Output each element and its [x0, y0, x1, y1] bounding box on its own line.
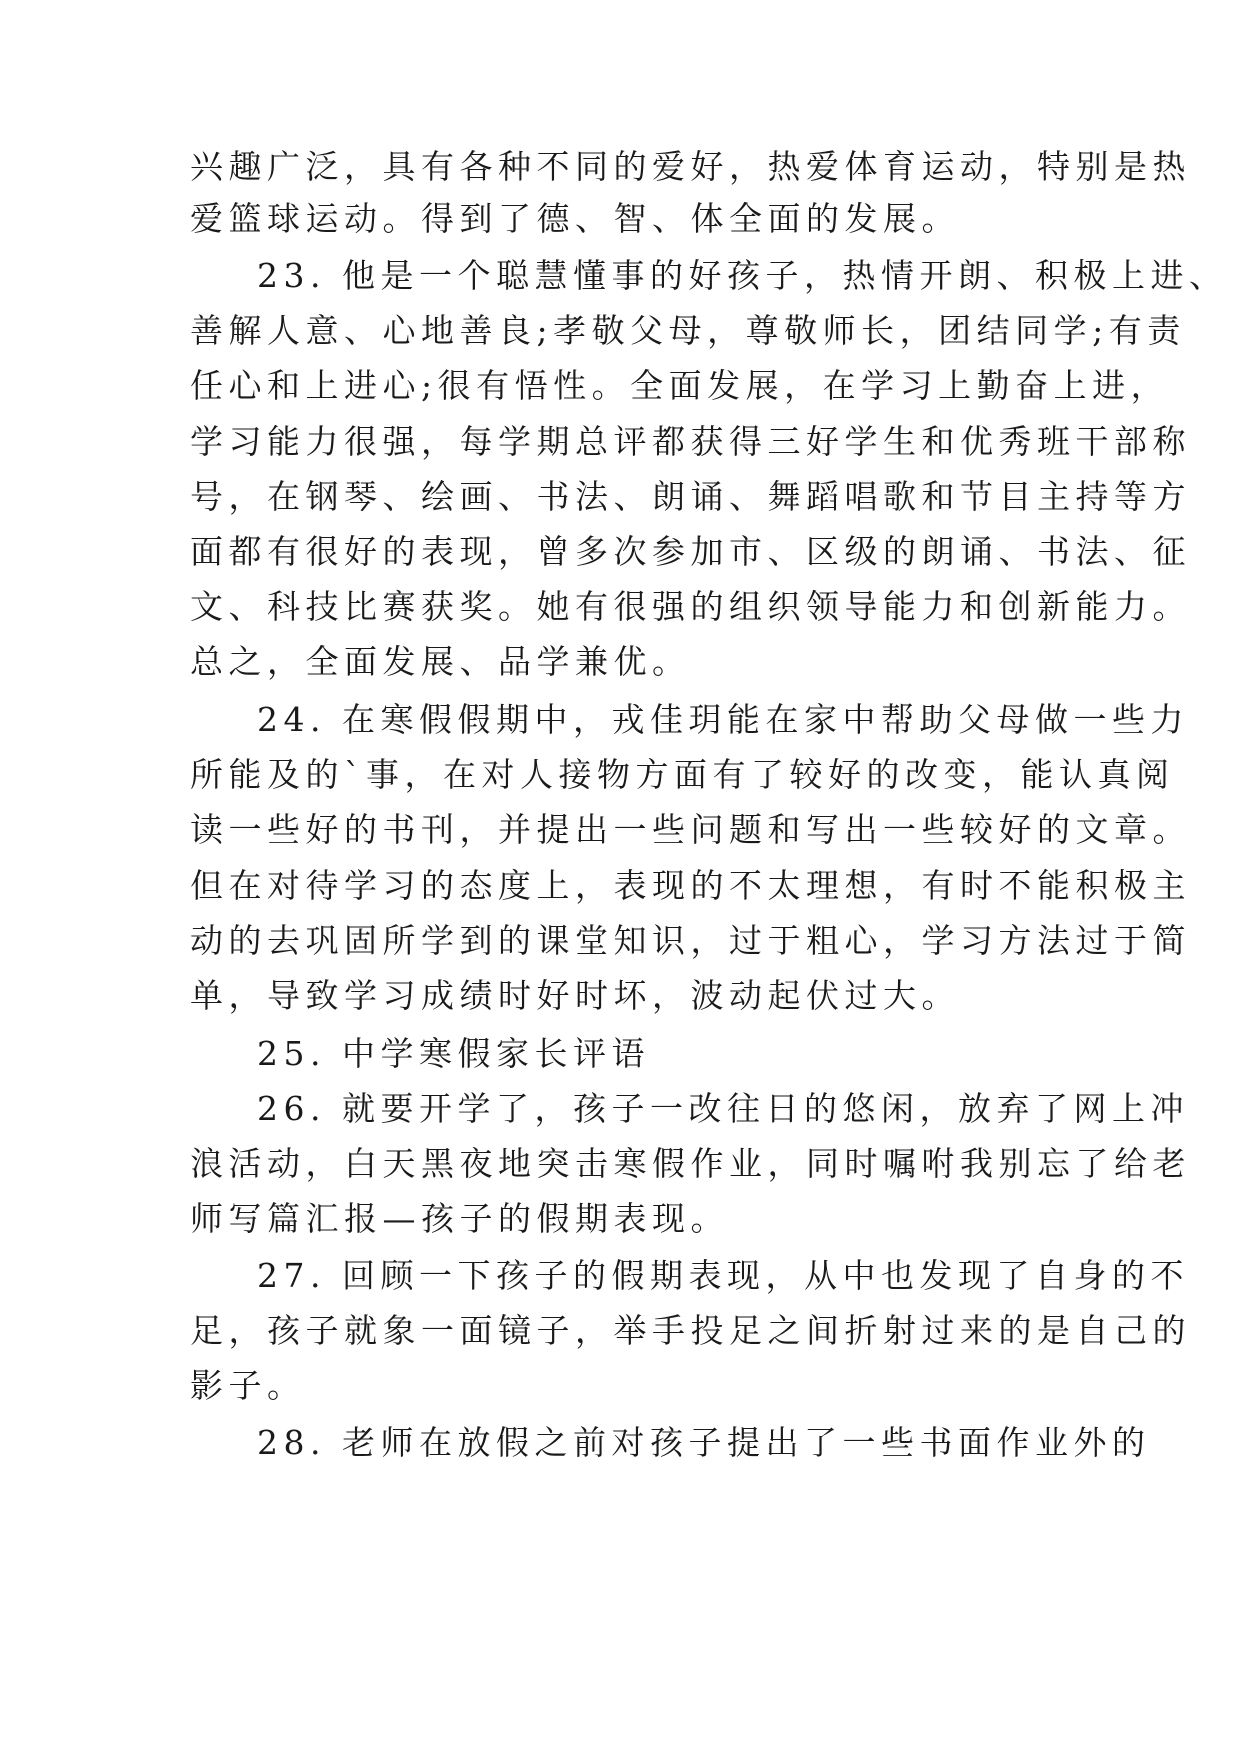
text-line: 师写篇汇报—孩子的假期表现。 — [190, 1199, 729, 1238]
item-25: 25. 中学寒假家长评语 — [257, 1034, 650, 1073]
text-line: 学习能力很强，每学期总评都获得三好学生和优秀班干部称 — [190, 422, 1191, 461]
text-line: 所能及的`事，在对人接物方面有了较好的改变，能认真阅 — [190, 755, 1175, 794]
item-28-start: 28. 老师在放假之前对孩子提出了一些书面作业外的 — [257, 1423, 1151, 1462]
text-line: 足，孩子就象一面镜子，举手投足之间折射过来的是自己的 — [190, 1311, 1191, 1350]
text-line: 影子。 — [190, 1366, 306, 1405]
item-26-start: 26. 就要开学了，孩子一改往日的悠闲，放弃了网上冲 — [257, 1089, 1189, 1128]
text-line: 读一些好的书刊，并提出一些问题和写出一些较好的文章。 — [190, 810, 1191, 849]
text-line: 总之，全面发展、品学兼优。 — [190, 642, 691, 681]
item-23-start: 23. 他是一个聪慧懂事的好孩子，热情开朗、积极上进、 — [257, 256, 1228, 295]
text-line: 动的去巩固所学到的课堂知识，过于粗心，学习方法过于简 — [190, 921, 1191, 960]
text-line: 面都有很好的表现，曾多次参加市、区级的朗诵、书法、征 — [190, 532, 1191, 571]
item-27-start: 27. 回顾一下孩子的假期表现，从中也发现了自身的不 — [257, 1256, 1189, 1295]
text-line: 但在对待学习的态度上，表现的不太理想，有时不能积极主 — [190, 866, 1191, 905]
item-24-start: 24. 在寒假假期中，戎佳玥能在家中帮助父母做一些力 — [257, 700, 1189, 739]
text-line: 浪活动，白天黑夜地突击寒假作业，同时嘱咐我别忘了给老 — [190, 1144, 1191, 1183]
text-line: 文、科技比赛获奖。她有很强的组织领导能力和创新能力。 — [190, 587, 1191, 626]
text-line: 号，在钢琴、绘画、书法、朗诵、舞蹈唱歌和节目主持等方 — [190, 477, 1191, 516]
text-line: 兴趣广泛，具有各种不同的爱好，热爱体育运动，特别是热 — [190, 147, 1191, 186]
text-line: 单，导致学习成绩时好时坏，波动起伏过大。 — [190, 976, 960, 1015]
text-line: 爱篮球运动。得到了德、智、体全面的发展。 — [190, 199, 960, 238]
text-line: 任心和上进心;很有悟性。全面发展，在学习上勤奋上进， — [190, 366, 1170, 405]
text-line: 善解人意、心地善良;孝敬父母，尊敬师长，团结同学;有责 — [190, 311, 1186, 350]
